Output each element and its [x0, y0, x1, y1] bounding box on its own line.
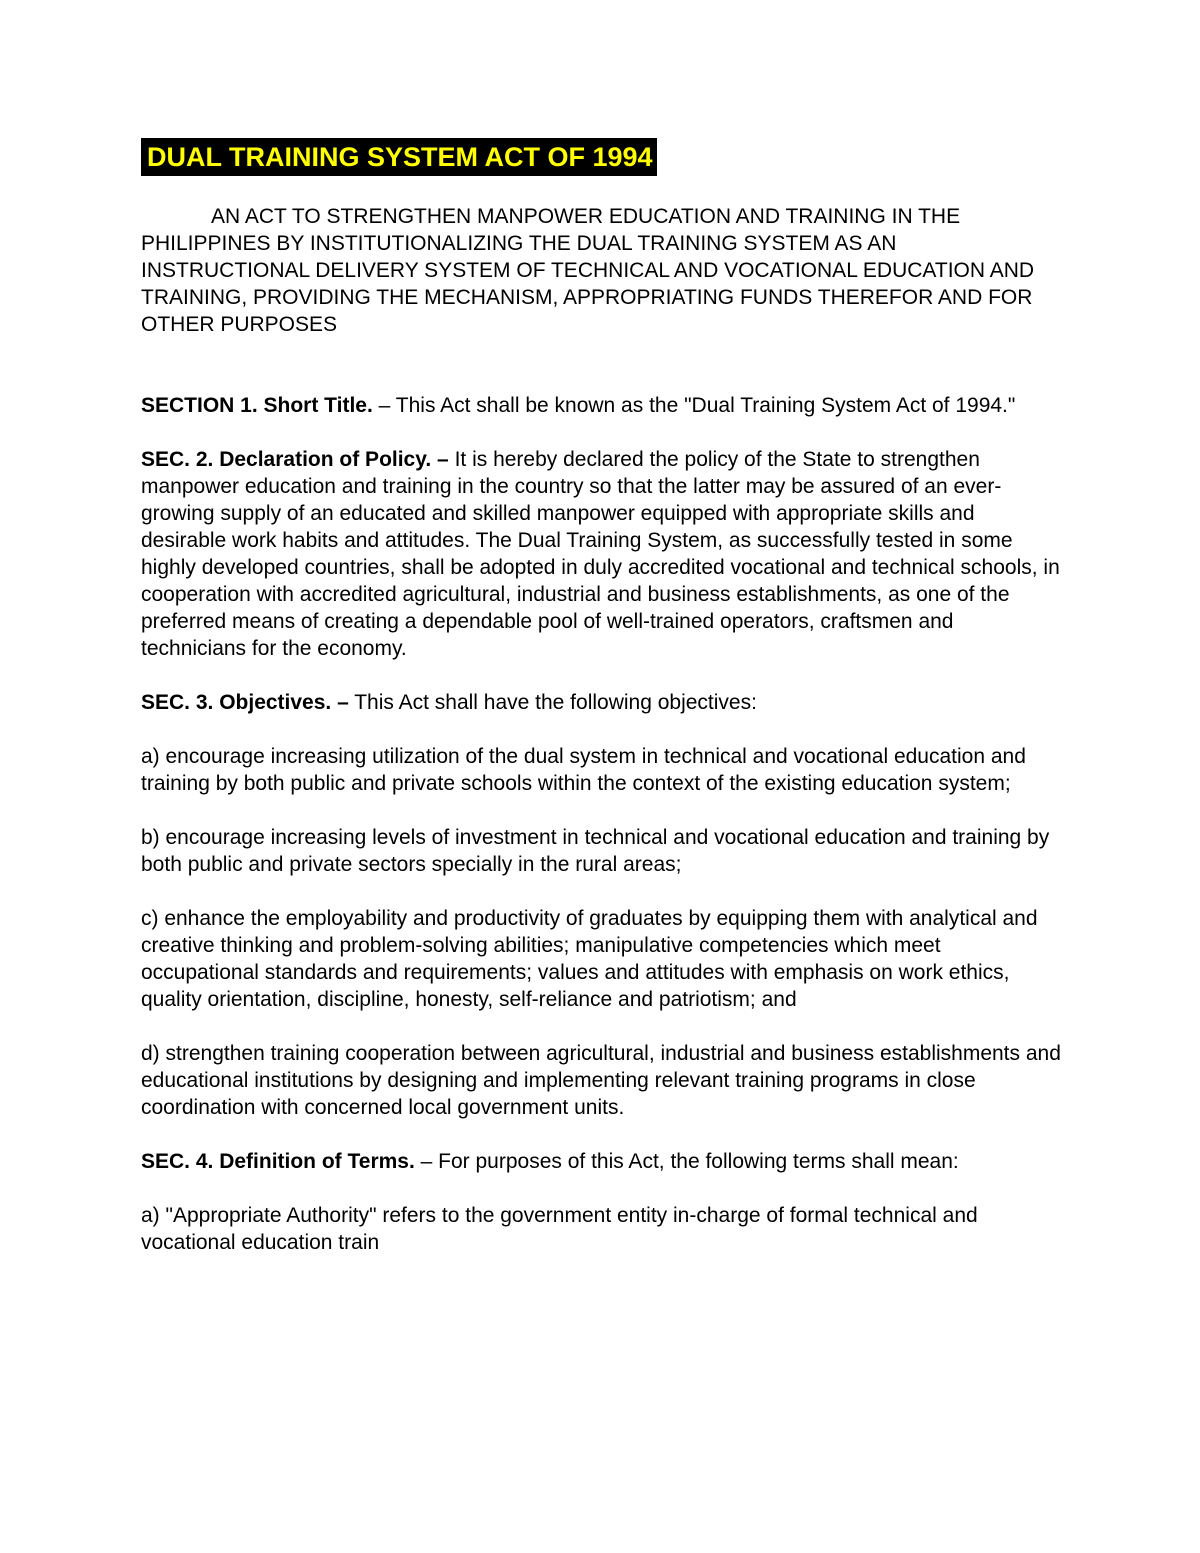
- act-preamble: AN ACT TO STRENGTHEN MANPOWER EDUCATION AND TRAINING IN THE PHILIPPINES BY INSTITUTIONALIZING THE DUAL TRAINING SYSTEM AS AN INSTRUCTIONAL DELIVERY SYSTEM OF TECHNICAL AND VOCATIONAL EDUCATION AND TRAINING, PROVIDING THE MECHANISM, APPROPRIATING FUNDS THEREFOR AND FOR OTHER PURPOSES: [141, 205, 1035, 336]
- objective-item: b) encourage increasing levels of investment in technical and vocational education and training by both public and private sectors specially in the rural areas;: [141, 826, 1050, 876]
- section-3-paragraph: [141, 689, 1061, 716]
- section-1-paragraph: [141, 392, 1061, 419]
- section-1-body: This Act shall be known as the "Dual Training System Act of 1994.": [395, 394, 1016, 417]
- section-4-separator: –: [414, 1150, 439, 1173]
- section-4-paragraph: [141, 1148, 1061, 1175]
- objective-item: d) strengthen training cooperation between agricultural, industrial and business establishments and educational institutions by designing and implementing relevant training programs in close coordination with concerned local government units.: [141, 1042, 1061, 1119]
- objective-item: c) enhance the employability and productivity of graduates by equipping them with analytical and creative thinking and problem-solving abilities; manipulative competencies which meet occupational standards and requirements; values and attitudes with emphasis on work ethics, quality orientation, discipline, honesty, self-reliance and patriotism; and: [141, 907, 1038, 1011]
- objective-item: a) encourage increasing utilization of the dual system in technical and vocational education and training by both public and private schools within the context of the existing education system;: [141, 745, 1026, 795]
- section-2-paragraph: [141, 446, 1061, 662]
- section-3-heading: SEC. 3. Objectives. –: [141, 691, 349, 714]
- definition-item: a) "Appropriate Authority" refers to the government entity in-charge of formal technical and vocational education train: [141, 1204, 978, 1254]
- section-1-separator: –: [372, 394, 396, 417]
- section-2-heading: SEC. 2. Declaration of Policy. –: [141, 448, 449, 471]
- section-3-body: This Act shall have the following objectives:: [354, 691, 757, 714]
- section-2-body: It is hereby declared the policy of the State to strengthen manpower education and training in the country so that the latter may be assured of an ever-growing supply of an educated and skilled manpower equipped with appropriate skills and desirable work habits and attitudes. The Dual Training System, as successfully tested in some highly developed countries, shall be adopted in duly accredited vocational and technical schools, in cooperation with accredited agricultural, industrial and business establishments, as one of the preferred means of creating a dependable pool of well-trained operators, craftsmen and technicians for the economy.: [141, 448, 1060, 660]
- section-1-heading: SECTION 1. Short Title.: [141, 394, 373, 417]
- document-page: [141, 138, 1061, 1256]
- section-4-heading: SEC. 4. Definition of Terms.: [141, 1150, 415, 1173]
- section-4-body: For purposes of this Act, the following terms shall mean:: [438, 1150, 959, 1173]
- document-title: DUAL TRAINING SYSTEM ACT OF 1994: [141, 138, 657, 176]
